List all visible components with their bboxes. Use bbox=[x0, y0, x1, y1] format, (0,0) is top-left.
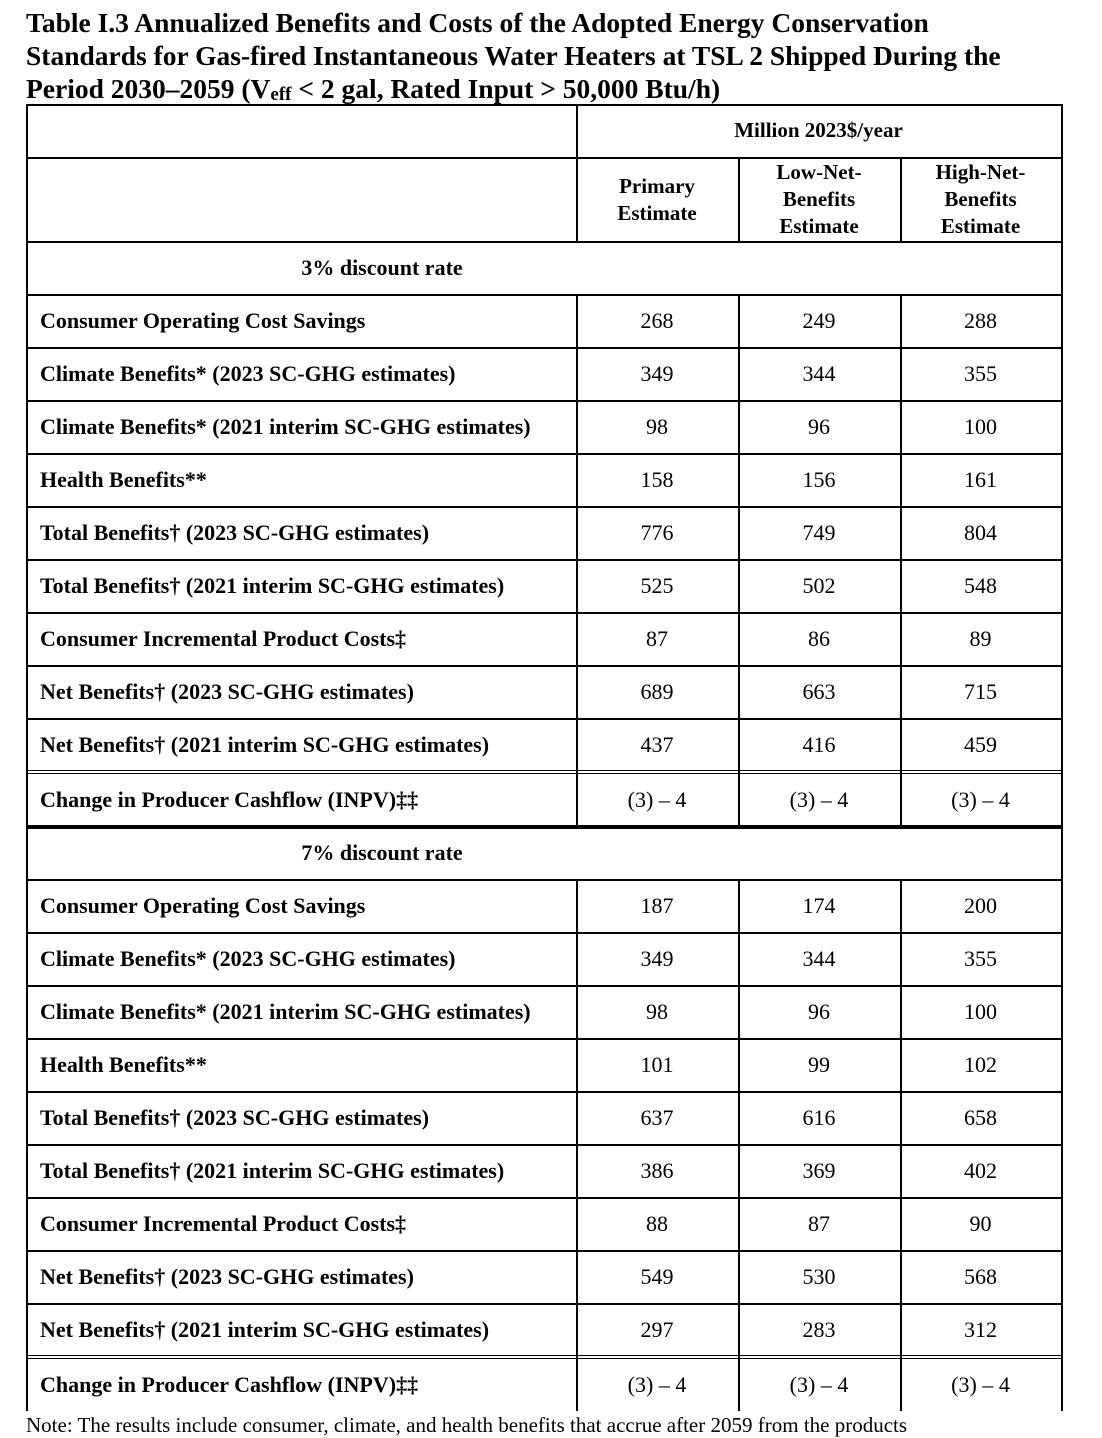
row-label: Change in Producer Cashflow (INPV)‡‡ bbox=[40, 786, 419, 812]
value-cell: 200 bbox=[964, 892, 997, 918]
value-cell: 101 bbox=[640, 1051, 674, 1077]
value-cell: 715 bbox=[964, 678, 997, 704]
value-cell: 283 bbox=[802, 1316, 836, 1342]
value-cell: 689 bbox=[640, 678, 674, 704]
value-cell: 548 bbox=[964, 572, 997, 598]
column-border bbox=[1061, 241, 1063, 826]
value-cell: 459 bbox=[964, 731, 997, 757]
value-cell: (3) – 4 bbox=[789, 1371, 849, 1397]
column-border bbox=[26, 241, 28, 826]
value-cell: 89 bbox=[969, 625, 992, 651]
value-cell: 349 bbox=[640, 945, 674, 971]
value-cell: 616 bbox=[802, 1104, 836, 1130]
value-cell: 663 bbox=[802, 678, 836, 704]
column-border bbox=[576, 104, 578, 241]
column-border bbox=[900, 157, 902, 241]
value-cell: 402 bbox=[964, 1157, 997, 1183]
row-label: Consumer Incremental Product Costs‡ bbox=[40, 1210, 407, 1236]
row-label: Total Benefits† (2023 SC-GHG estimates) bbox=[40, 519, 430, 545]
value-cell: 568 bbox=[964, 1263, 997, 1289]
row-label: Health Benefits** bbox=[40, 466, 207, 492]
row-label: Total Benefits† (2023 SC-GHG estimates) bbox=[40, 1104, 430, 1130]
value-cell: 88 bbox=[646, 1210, 668, 1236]
row-label: Consumer Incremental Product Costs‡ bbox=[40, 625, 407, 651]
value-cell: 86 bbox=[808, 625, 830, 651]
value-cell: 156 bbox=[802, 466, 836, 492]
value-cell: 349 bbox=[640, 360, 674, 386]
row-label: Consumer Operating Cost Savings bbox=[40, 307, 366, 333]
value-cell: 549 bbox=[640, 1263, 674, 1289]
value-cell: 100 bbox=[964, 998, 997, 1024]
column-border bbox=[576, 294, 578, 826]
column-border bbox=[1061, 104, 1063, 241]
value-cell: 96 bbox=[808, 998, 830, 1024]
title-line-3: Period 2030–2059 ($V_{eff} < 2$ gal, Rated Input > 50,000 Btu/h) bbox=[26, 73, 721, 105]
value-cell: 437 bbox=[640, 731, 674, 757]
column-border bbox=[576, 879, 578, 1411]
table-note: Note: The results include consumer, climate, and health benefits that accrue after 2059 from the products bbox=[26, 1413, 908, 1437]
value-cell: 804 bbox=[964, 519, 997, 545]
value-cell: 90 bbox=[969, 1210, 992, 1236]
row-label: Climate Benefits* (2023 SC-GHG estimates) bbox=[40, 360, 456, 386]
row-label: Change in Producer Cashflow (INPV)‡‡ bbox=[40, 1371, 419, 1397]
row-label: Net Benefits† (2023 SC-GHG estimates) bbox=[40, 678, 414, 704]
row-label: Net Benefits† (2021 interim SC-GHG estimates) bbox=[40, 731, 490, 757]
value-cell: 98 bbox=[646, 413, 668, 439]
value-cell: 161 bbox=[964, 466, 997, 492]
column-border bbox=[1061, 826, 1063, 1411]
value-cell: 174 bbox=[802, 892, 836, 918]
row-label: Total Benefits† (2021 interim SC-GHG estimates) bbox=[40, 1157, 505, 1183]
value-cell: (3) – 4 bbox=[627, 786, 687, 812]
value-cell: 297 bbox=[640, 1316, 674, 1342]
value-cell: 268 bbox=[640, 307, 674, 333]
value-cell: 530 bbox=[802, 1263, 836, 1289]
value-cell: 386 bbox=[640, 1157, 674, 1183]
value-cell: 776 bbox=[640, 519, 674, 545]
section-heading: 3% discount rate bbox=[301, 254, 463, 280]
table-title bbox=[26, 6, 1086, 105]
value-cell: 355 bbox=[964, 360, 997, 386]
title-line-1: Table I.3 Annualized Benefits and Costs of the Adopted Energy Conservation bbox=[26, 7, 929, 38]
column-border bbox=[738, 294, 740, 826]
title-line-2: Standards for Gas-fired Instantaneous Water Heaters at TSL 2 Shipped During the bbox=[26, 40, 1001, 71]
value-cell: 87 bbox=[808, 1210, 830, 1236]
value-cell: 100 bbox=[964, 413, 997, 439]
value-cell: 502 bbox=[802, 572, 836, 598]
value-cell: 249 bbox=[802, 307, 836, 333]
value-cell: 187 bbox=[640, 892, 674, 918]
value-cell: 312 bbox=[964, 1316, 997, 1342]
column-header: High-Net-Benefits Estimate bbox=[935, 160, 1026, 238]
value-cell: 87 bbox=[646, 625, 668, 651]
value-cell: 96 bbox=[808, 413, 830, 439]
value-cell: (3) – 4 bbox=[789, 786, 849, 812]
value-cell: (3) – 4 bbox=[951, 1371, 1010, 1397]
value-cell: 158 bbox=[640, 466, 674, 492]
column-border bbox=[26, 826, 28, 1411]
section-heading: 7% discount rate bbox=[301, 839, 463, 865]
row-label: Total Benefits† (2021 interim SC-GHG estimates) bbox=[40, 572, 505, 598]
row-label: Climate Benefits* (2021 interim SC-GHG estimates) bbox=[40, 998, 531, 1024]
column-border bbox=[26, 104, 28, 241]
value-cell: 344 bbox=[802, 360, 836, 386]
value-cell: 99 bbox=[808, 1051, 830, 1077]
row-label: Climate Benefits* (2023 SC-GHG estimates) bbox=[40, 945, 456, 971]
value-cell: 369 bbox=[802, 1157, 836, 1183]
column-header: Low-Net-Benefits Estimate bbox=[776, 160, 862, 238]
value-cell: 344 bbox=[802, 945, 836, 971]
column-border bbox=[738, 157, 740, 241]
value-cell: 749 bbox=[802, 519, 836, 545]
unit-header: Million 2023$/year bbox=[734, 118, 903, 142]
value-cell: 658 bbox=[964, 1104, 997, 1130]
value-cell: 102 bbox=[964, 1051, 997, 1077]
value-cell: (3) – 4 bbox=[951, 786, 1010, 812]
value-cell: 98 bbox=[646, 998, 668, 1024]
row-label: Health Benefits** bbox=[40, 1051, 207, 1077]
column-border bbox=[900, 879, 902, 1411]
value-cell: 355 bbox=[964, 945, 997, 971]
column-header: Primary Estimate bbox=[617, 173, 697, 225]
row-label: Net Benefits† (2021 interim SC-GHG estimates) bbox=[40, 1316, 490, 1342]
value-cell: 288 bbox=[964, 307, 997, 333]
value-cell: 416 bbox=[802, 731, 836, 757]
column-border bbox=[738, 879, 740, 1411]
column-border bbox=[900, 294, 902, 826]
row-label: Climate Benefits* (2021 interim SC-GHG estimates) bbox=[40, 413, 531, 439]
row-label: Consumer Operating Cost Savings bbox=[40, 892, 366, 918]
value-cell: (3) – 4 bbox=[627, 1371, 687, 1397]
value-cell: 525 bbox=[640, 572, 674, 598]
row-label: Net Benefits† (2023 SC-GHG estimates) bbox=[40, 1263, 414, 1289]
value-cell: 637 bbox=[640, 1104, 674, 1130]
